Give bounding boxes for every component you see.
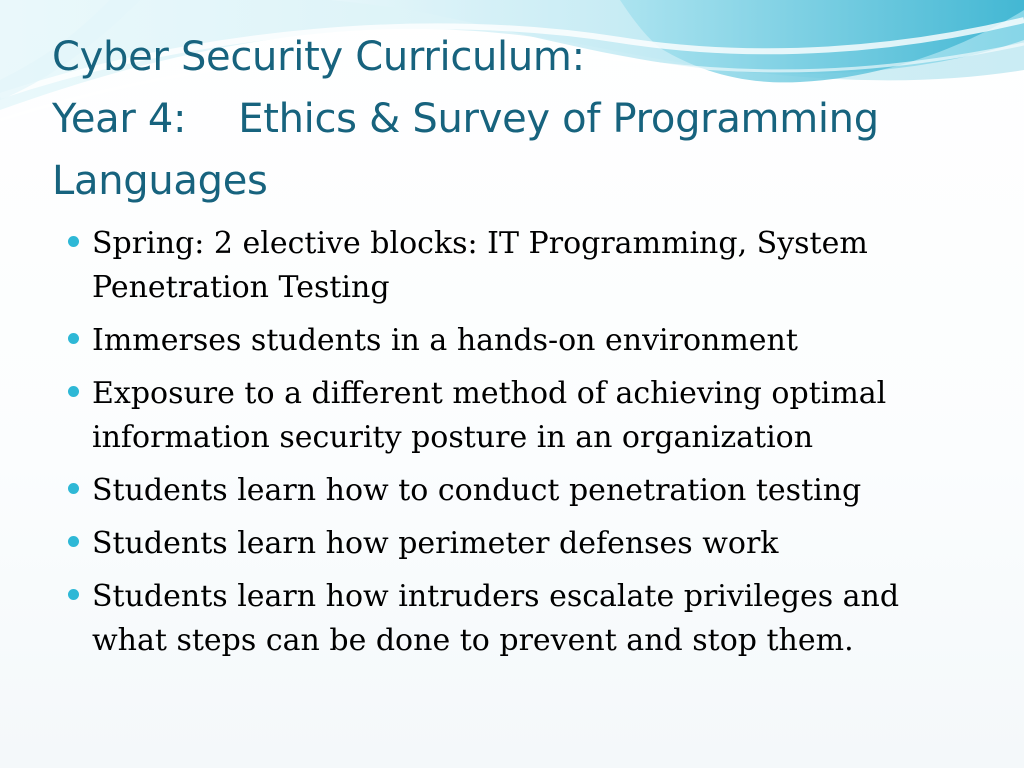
title-line-2 [52, 88, 992, 150]
bullet-item [64, 575, 964, 663]
bullet-item [64, 319, 964, 363]
title-line-3: Languages [52, 158, 268, 204]
bullet-dot-icon [68, 386, 79, 397]
title-year: Year 4: [52, 96, 187, 142]
slide-title [52, 26, 992, 212]
bullet-list [64, 222, 964, 672]
bullet-item [64, 372, 964, 460]
bullet-dot-icon [68, 236, 79, 247]
bullet-text: Students learn how perimeter defenses work [92, 526, 779, 561]
bullet-text: Students learn how intruders escalate privileges and what steps can be done to prevent and stop them. [92, 579, 900, 658]
bullet-dot-icon [68, 536, 79, 547]
title-topic: Ethics & Survey of Programming [238, 96, 879, 142]
bullet-item [64, 222, 964, 310]
bullet-item [64, 522, 964, 566]
bullet-item [64, 469, 964, 513]
bullet-dot-icon [68, 589, 79, 600]
bullet-dot-icon [68, 333, 79, 344]
title-line-1: Cyber Security Curriculum: [52, 34, 585, 80]
bullet-text: Exposure to a different method of achieving optimal information security posture in an organization [92, 376, 887, 455]
bullet-text: Immerses students in a hands-on environment [92, 323, 798, 358]
bullet-text: Students learn how to conduct penetration testing [92, 473, 862, 508]
bullet-dot-icon [68, 483, 79, 494]
bullet-text: Spring: 2 elective blocks: IT Programming, System Penetration Testing [92, 226, 868, 305]
